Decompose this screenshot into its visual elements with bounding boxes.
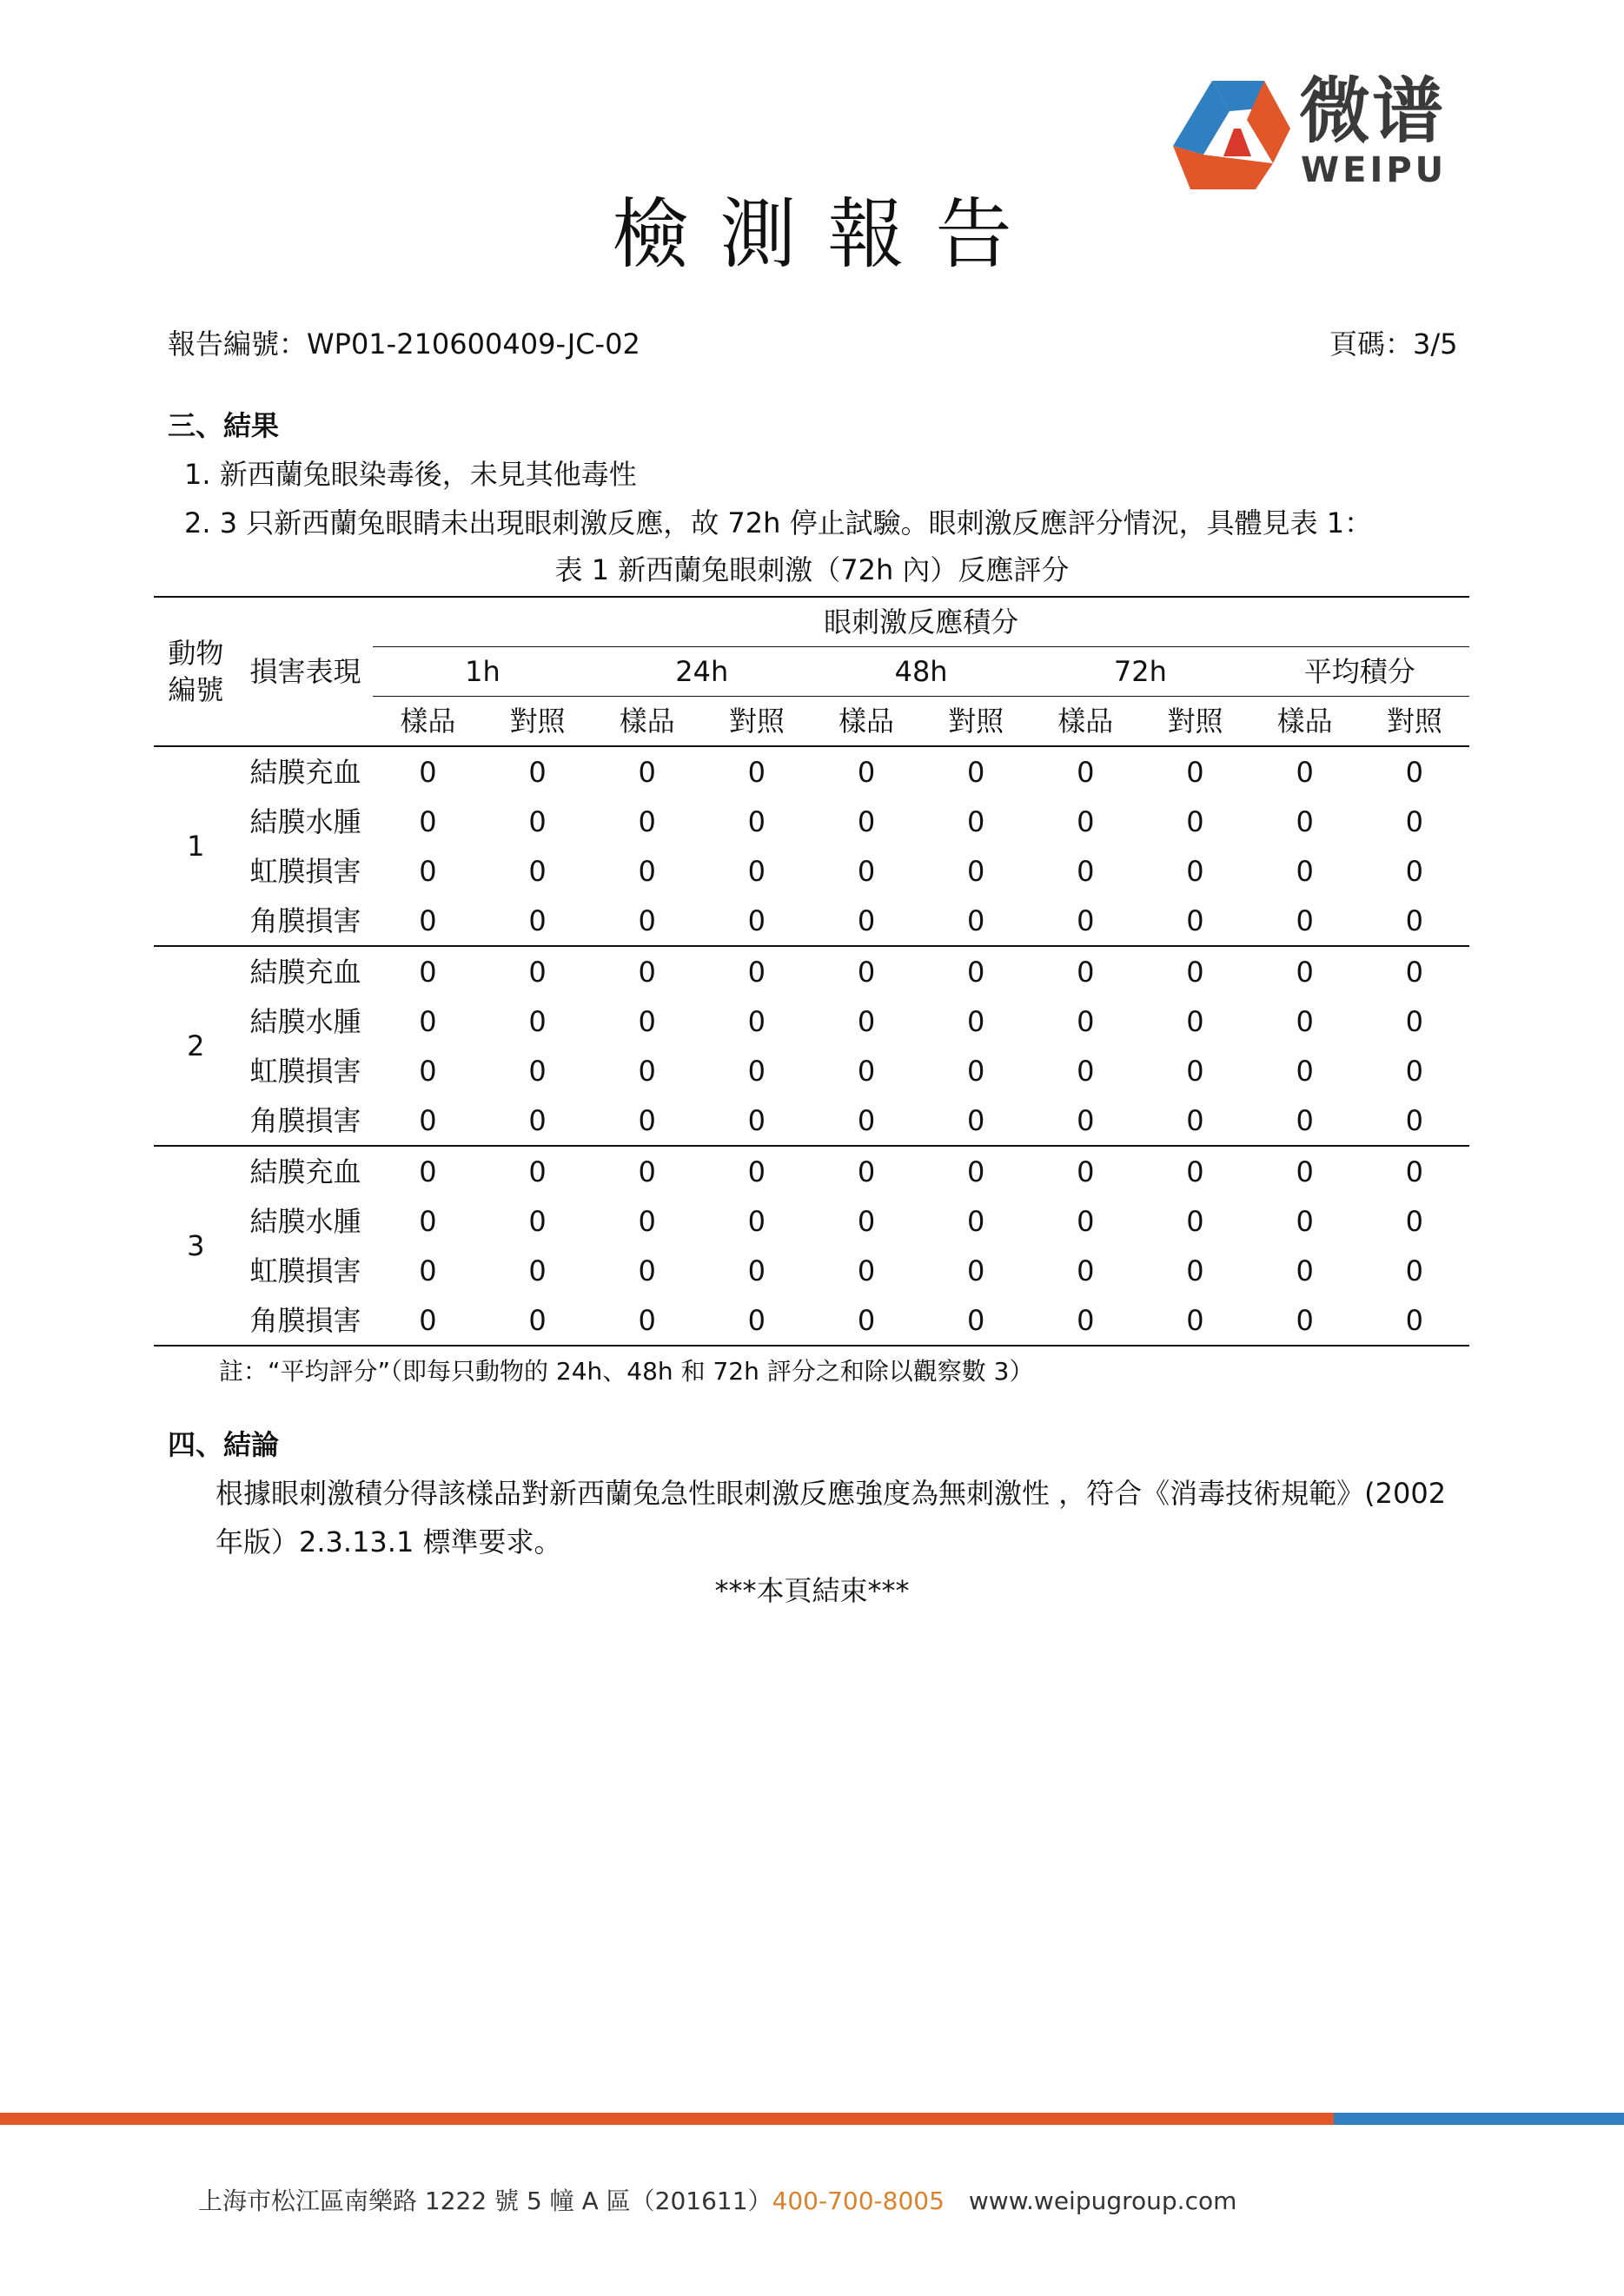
score-cell: 0 xyxy=(857,1204,876,1238)
score-cell: 0 xyxy=(1296,1054,1314,1088)
score-cell: 0 xyxy=(593,1095,702,1146)
score-cell: 0 xyxy=(747,955,766,989)
score-cell: 0 xyxy=(419,854,437,888)
header-period-72h: 72h xyxy=(1031,647,1249,697)
score-cell: 0 xyxy=(638,854,656,888)
score-cell: 0 xyxy=(528,1204,547,1238)
table-row xyxy=(154,996,1469,1046)
score-cell: 0 xyxy=(528,1254,547,1287)
footer-phone: 400-700-8005 xyxy=(772,2187,945,2215)
score-cell: 0 xyxy=(1186,804,1204,838)
damage-label-cell: 結膜充血 xyxy=(249,755,361,789)
score-cell: 0 xyxy=(921,1095,1031,1146)
table-row xyxy=(154,1146,1469,1196)
score-cell: 0 xyxy=(1360,896,1469,946)
damage-label-cell: 結膜充血 xyxy=(249,1155,361,1188)
header-period-48h: 48h xyxy=(812,647,1031,697)
score-cell: 0 xyxy=(1186,955,1204,989)
score-cell: 0 xyxy=(857,804,876,838)
score-cell: 0 xyxy=(1186,1254,1204,1287)
score-cell: 0 xyxy=(482,1295,592,1346)
score-cell: 0 xyxy=(1296,1254,1314,1287)
score-cell: 0 xyxy=(638,955,656,989)
score-cell: 0 xyxy=(812,1095,921,1146)
score-cell: 0 xyxy=(638,1054,656,1088)
score-cell: 0 xyxy=(921,896,1031,946)
header-period-1h: 1h xyxy=(373,647,592,697)
score-cell: 0 xyxy=(857,1254,876,1287)
score-cell: 0 xyxy=(1077,1254,1095,1287)
score-cell: 0 xyxy=(1296,755,1314,789)
score-cell: 0 xyxy=(966,1155,985,1188)
score-cell: 0 xyxy=(1405,1204,1424,1238)
damage-label-cell: 虹膜損害 xyxy=(249,854,361,888)
score-cell: 0 xyxy=(1186,1004,1204,1038)
header-sample: 樣品 xyxy=(593,697,702,747)
damage-label-cell: 角膜損害 xyxy=(238,1095,374,1146)
score-cell: 0 xyxy=(638,755,656,789)
score-cell: 0 xyxy=(1250,1095,1360,1146)
score-cell: 0 xyxy=(966,1254,985,1287)
score-cell: 0 xyxy=(1296,854,1314,888)
score-cell: 0 xyxy=(1186,1054,1204,1088)
score-cell: 0 xyxy=(1296,804,1314,838)
header-period-average: 平均積分 xyxy=(1250,647,1469,697)
score-cell: 0 xyxy=(1296,955,1314,989)
score-cell: 0 xyxy=(638,1204,656,1238)
table-caption: 表 1 新西蘭兔眼刺激（72h 內）反應評分 xyxy=(554,553,1070,586)
animal-id-cell: 2 xyxy=(154,946,238,1146)
score-cell: 0 xyxy=(1031,1095,1140,1146)
score-cell: 0 xyxy=(747,1204,766,1238)
score-cell: 0 xyxy=(857,1155,876,1188)
table-row xyxy=(154,896,1469,946)
score-cell: 0 xyxy=(747,755,766,789)
score-cell: 0 xyxy=(638,804,656,838)
conclusion-line-1: 根據眼刺激積分得該樣品對新西蘭兔急性眼刺激反應強度為無刺激性 ，符合《消毒技術規範》(2002 xyxy=(215,1477,1447,1510)
table-note: 註：“平均評分”（即每只動物的 24h、48h 和 72h 評分之和除以觀察數 3） xyxy=(219,1357,1034,1386)
damage-label-cell: 結膜水腫 xyxy=(249,1004,361,1038)
header-sample: 樣品 xyxy=(1250,697,1360,747)
table-row xyxy=(154,1246,1469,1295)
page-end-mark: ***本頁結束*** xyxy=(714,1574,910,1607)
score-cell: 0 xyxy=(1405,1004,1424,1038)
score-cell: 0 xyxy=(528,1155,547,1188)
header-animal-line2: 編號 xyxy=(168,673,224,706)
score-cell: 0 xyxy=(1360,1295,1469,1346)
score-cell: 0 xyxy=(419,1054,437,1088)
score-cell: 0 xyxy=(857,1004,876,1038)
animal-id-cell: 1 xyxy=(154,746,238,946)
score-cell: 0 xyxy=(1077,1155,1095,1188)
score-cell: 0 xyxy=(702,1295,812,1346)
score-cell: 0 xyxy=(1405,1054,1424,1088)
header-control: 對照 xyxy=(702,697,812,747)
score-cell: 0 xyxy=(966,1054,985,1088)
score-cell: 0 xyxy=(1250,1295,1360,1346)
table-row xyxy=(154,846,1469,896)
table-row xyxy=(154,1095,1469,1146)
header-sample: 樣品 xyxy=(373,697,482,747)
header-sample: 樣品 xyxy=(1031,697,1140,747)
score-cell: 0 xyxy=(1077,1204,1095,1238)
score-cell: 0 xyxy=(1031,896,1140,946)
footer-website[interactable]: www.weipugroup.com xyxy=(968,2187,1237,2215)
header-control: 對照 xyxy=(1360,697,1469,747)
damage-label-cell: 角膜損害 xyxy=(238,896,374,946)
score-cell: 0 xyxy=(482,1095,592,1146)
score-cell: 0 xyxy=(1296,1004,1314,1038)
score-cell: 0 xyxy=(419,1204,437,1238)
damage-label-cell: 結膜充血 xyxy=(249,955,361,989)
score-cell: 0 xyxy=(702,1095,812,1146)
score-cell: 0 xyxy=(921,1295,1031,1346)
header-control: 對照 xyxy=(921,697,1031,747)
footer xyxy=(198,2189,1236,2213)
results-table xyxy=(154,596,1469,1347)
animal-id-cell: 3 xyxy=(154,1146,238,1346)
page-number: 頁碼：3/5 xyxy=(1329,328,1458,361)
section-results-heading: 三、結果 xyxy=(168,409,280,442)
header-animal-line1: 動物 xyxy=(168,637,224,670)
logo-english-name: WEIPU xyxy=(1301,150,1448,190)
score-cell: 0 xyxy=(747,804,766,838)
table-row xyxy=(154,1196,1469,1246)
score-cell: 0 xyxy=(419,755,437,789)
damage-label-cell: 結膜水腫 xyxy=(249,804,361,838)
score-cell: 0 xyxy=(1077,755,1095,789)
score-cell: 0 xyxy=(1077,1054,1095,1088)
score-cell: 0 xyxy=(1140,896,1249,946)
score-cell: 0 xyxy=(812,896,921,946)
score-cell: 0 xyxy=(419,804,437,838)
score-cell: 0 xyxy=(966,804,985,838)
header-damage: 損害表現 xyxy=(238,597,374,746)
score-cell: 0 xyxy=(1186,1204,1204,1238)
report-number: 報告編號：WP01-210600409-JC-02 xyxy=(168,328,640,361)
score-cell: 0 xyxy=(419,1155,437,1188)
score-cell: 0 xyxy=(528,1004,547,1038)
score-cell: 0 xyxy=(373,1095,482,1146)
score-cell: 0 xyxy=(373,1295,482,1346)
score-cell: 0 xyxy=(857,755,876,789)
score-cell: 0 xyxy=(812,1295,921,1346)
table-row xyxy=(154,797,1469,846)
score-cell: 0 xyxy=(966,854,985,888)
score-cell: 0 xyxy=(702,896,812,946)
score-cell: 0 xyxy=(528,755,547,789)
score-cell: 0 xyxy=(528,854,547,888)
damage-label-cell: 角膜損害 xyxy=(238,1295,374,1346)
score-cell: 0 xyxy=(1077,854,1095,888)
header-score-group: 眼刺激反應積分 xyxy=(373,597,1469,647)
score-cell: 0 xyxy=(1140,1295,1249,1346)
score-cell: 0 xyxy=(1077,955,1095,989)
score-cell: 0 xyxy=(1186,755,1204,789)
score-cell: 0 xyxy=(1077,804,1095,838)
score-cell: 0 xyxy=(1405,854,1424,888)
footer-bar-blue xyxy=(1334,2113,1624,2125)
damage-label-cell: 虹膜損害 xyxy=(249,1254,361,1287)
score-cell: 0 xyxy=(1405,1254,1424,1287)
header-animal-no xyxy=(154,597,238,746)
score-cell: 0 xyxy=(528,955,547,989)
score-cell: 0 xyxy=(528,804,547,838)
table-row xyxy=(154,946,1469,996)
document-title: 檢測報告 xyxy=(612,189,1044,279)
score-cell: 0 xyxy=(747,1155,766,1188)
damage-label-cell: 虹膜損害 xyxy=(249,1054,361,1088)
table-row xyxy=(154,746,1469,797)
section-conclusion-heading: 四、結論 xyxy=(168,1428,280,1461)
score-cell: 0 xyxy=(1405,955,1424,989)
result-item-1: 1. 新西蘭兔眼染毒後，未見其他毒性 xyxy=(184,458,637,491)
score-cell: 0 xyxy=(747,1004,766,1038)
score-cell: 0 xyxy=(638,1004,656,1038)
score-cell: 0 xyxy=(1405,1155,1424,1188)
footer-bar-orange xyxy=(0,2113,1334,2125)
score-cell: 0 xyxy=(857,854,876,888)
score-cell: 0 xyxy=(593,1295,702,1346)
score-cell: 0 xyxy=(1031,1295,1140,1346)
score-cell: 0 xyxy=(1140,1095,1249,1146)
score-cell: 0 xyxy=(747,854,766,888)
score-cell: 0 xyxy=(419,1254,437,1287)
score-cell: 0 xyxy=(1405,804,1424,838)
score-cell: 0 xyxy=(419,955,437,989)
logo-chinese-name: 微谱 xyxy=(1299,70,1446,153)
header-control: 對照 xyxy=(1140,697,1249,747)
score-cell: 0 xyxy=(638,1155,656,1188)
score-cell: 0 xyxy=(482,896,592,946)
score-cell: 0 xyxy=(1296,1204,1314,1238)
score-cell: 0 xyxy=(966,1204,985,1238)
score-cell: 0 xyxy=(1250,896,1360,946)
table-row xyxy=(154,1046,1469,1095)
score-cell: 0 xyxy=(747,1054,766,1088)
table-row xyxy=(154,1295,1469,1346)
score-cell: 0 xyxy=(1186,854,1204,888)
score-cell: 0 xyxy=(857,955,876,989)
score-cell: 0 xyxy=(528,1054,547,1088)
score-cell: 0 xyxy=(1405,755,1424,789)
score-cell: 0 xyxy=(966,1004,985,1038)
score-cell: 0 xyxy=(966,955,985,989)
score-cell: 0 xyxy=(593,896,702,946)
header-control: 對照 xyxy=(482,697,592,747)
score-cell: 0 xyxy=(857,1054,876,1088)
score-cell: 0 xyxy=(1077,1004,1095,1038)
score-cell: 0 xyxy=(1296,1155,1314,1188)
score-cell: 0 xyxy=(747,1254,766,1287)
conclusion-line-2: 年版）2.3.13.1 標準要求。 xyxy=(215,1525,562,1558)
score-cell: 0 xyxy=(966,755,985,789)
header-period-24h: 24h xyxy=(593,647,812,697)
score-cell: 0 xyxy=(373,896,482,946)
score-cell: 0 xyxy=(1186,1155,1204,1188)
score-cell: 0 xyxy=(638,1254,656,1287)
damage-label-cell: 結膜水腫 xyxy=(249,1204,361,1238)
score-cell: 0 xyxy=(1360,1095,1469,1146)
result-item-2: 2. 3 只新西蘭兔眼睛未出現眼刺激反應，故 72h 停止試驗。眼刺激反應評分情況，具體見表 1： xyxy=(184,506,1373,539)
footer-address: 上海市松江區南樂路 1222 號 5 幢 A 區（201611） xyxy=(198,2187,772,2215)
header-sample: 樣品 xyxy=(812,697,921,747)
score-cell: 0 xyxy=(419,1004,437,1038)
